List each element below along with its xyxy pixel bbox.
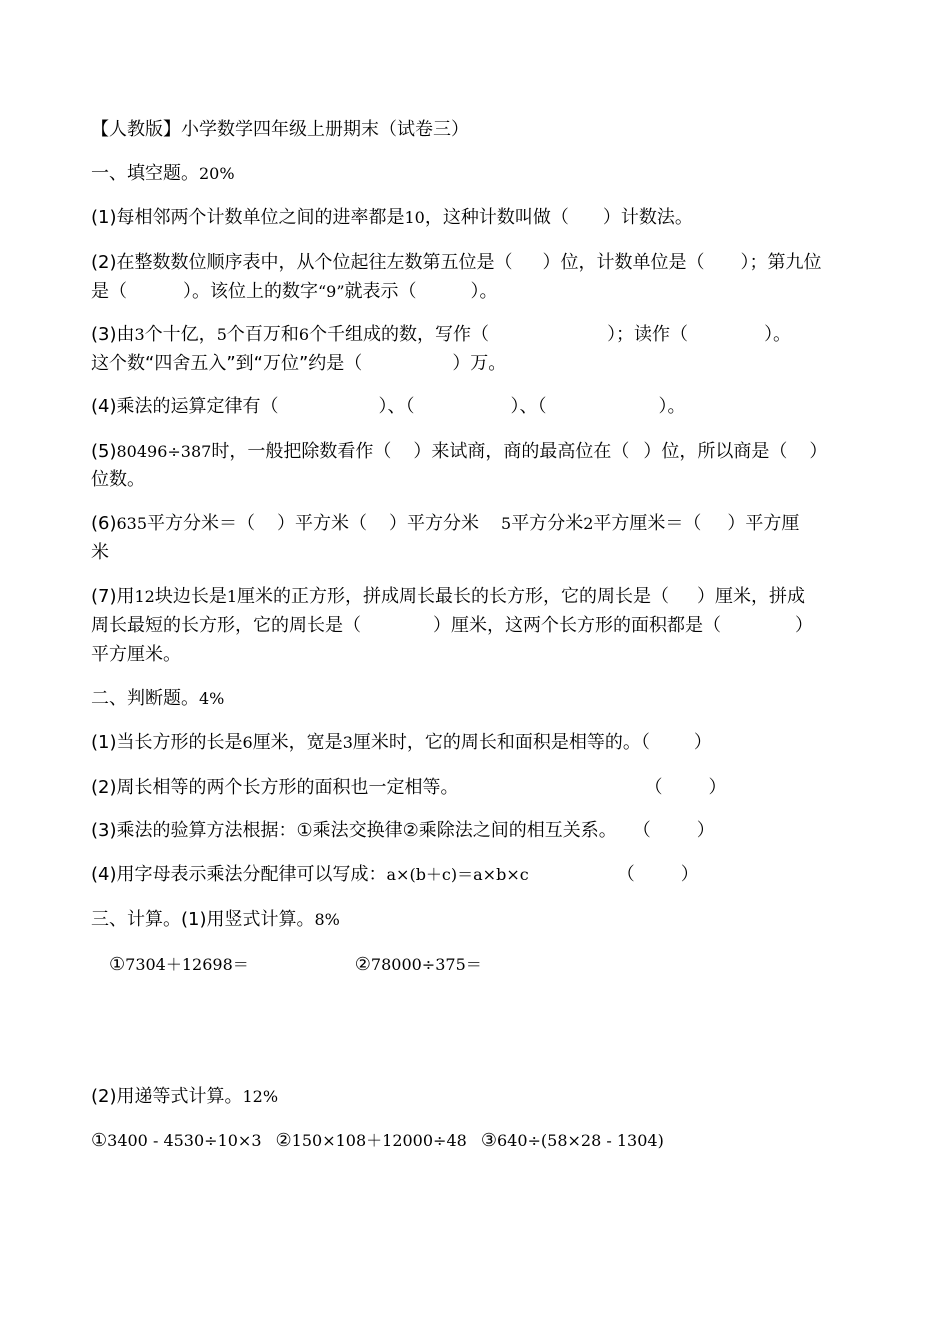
calc-d1-expression: 3400 - 4530÷10×3 [107,1131,262,1150]
q1-2-text-d: 是（ [91,281,127,302]
q2-1-text-b: 厘米，宽是 [252,732,343,753]
q1-7-text-g: ） [795,615,813,636]
q1-5-text-e: ） [809,441,828,462]
calc-1-expression: 7304＋12698＝ [125,955,249,974]
q1-6-text-a: (6) [91,513,117,534]
section2-heading-text: 二、判断题。 [91,688,199,709]
q1-7-text-e: 周长最短的长方形，它的周长是（ [91,615,361,636]
question-1-7-line2 [91,611,861,640]
q1-6-n3: 2 [583,514,594,533]
q1-7-n1: 12 [134,587,155,606]
calc-d3-marker: ③ [480,1130,497,1151]
q2-3-paren-open: （ [632,820,651,841]
section1-heading-text: 一、填空题。 [91,163,199,184]
question-1-7-line1 [91,582,861,611]
calc-d3-expression: 640÷(58×28 - 1304) [496,1131,664,1150]
q1-2-text-a: (2)在整数数位顺序表中，从个位起往左数第五位是（ [91,252,513,273]
section2-heading [91,684,861,713]
q2-3-text-a: (3)乘法的验算方法根据：①乘法交换律②乘除法之间的相互关系。 [91,820,617,841]
question-1-6-line1 [91,509,861,538]
q1-6-text-g: ）平方厘 [727,513,800,534]
q1-2-text-g: ）。 [470,281,498,302]
calc-row-2 [91,1126,861,1155]
calc-2-marker: ② [354,954,371,975]
question-1-3-line1 [91,320,861,349]
question-1-4 [91,392,861,421]
q1-6-text-d: ）平方分米 [389,513,480,534]
q1-4-text-a: (4)乘法的运算定律有（ [91,396,279,417]
calc-row-1 [109,950,879,979]
q1-7-text-d: ）厘米，拼成 [697,586,806,607]
q1-3-text-f: ）。 [764,324,792,345]
q2-4-paren-close: ） [680,864,699,885]
question-2-4 [91,860,861,889]
q1-5-text-c: ）来试商，商的最高位在（ [413,441,630,462]
q1-2-text-f: 就表示（ [344,281,417,302]
section3-sub2-heading [91,1082,861,1111]
sub2-score: 12% [242,1087,279,1106]
q1-3-text-h: ）万。 [452,353,507,374]
q1-7-text-f: ）厘米，这两个长方形的面积都是（ [433,615,721,636]
q1-1-text-a: (1)每相邻两个计数单位之间的进率都是 [91,207,405,228]
section2-score: 4% [199,689,225,708]
question-1-5-line2: 位数。 [91,469,145,490]
q1-5-expression: 80496÷387 [116,442,212,461]
question-2-1 [91,728,861,757]
q1-2-text-e: ）。该位上的数字 [183,281,318,302]
q1-6-n2: 5 [501,514,512,533]
question-2-3 [91,816,861,845]
q1-1-text-c: ）计数法。 [602,207,693,228]
q1-6-text-b: 平方分米＝（ [147,513,256,534]
q1-6-text-c: ）平方米（ [277,513,368,534]
calc-d2-marker: ② [275,1130,292,1151]
q1-7-text-b: 块边长是 [154,586,227,607]
q1-1-number: 10 [404,208,425,227]
q1-3-text-a: (3)由 [91,324,135,345]
q1-3-n2: 5 [216,325,227,344]
calc-d1-marker: ① [91,1130,108,1151]
q1-6-text-e: 平方分米 [511,513,584,534]
q1-1-text-b: ，这种计数叫做（ [424,207,569,228]
q2-2-text-a: (2)周长相等的两个长方形的面积也一定相等。 [91,777,459,798]
q2-4-paren-open: （ [616,864,635,885]
section1-heading [91,159,861,188]
q1-4-text-b: ）、（ [378,396,415,417]
question-1-6-line2: 米 [91,542,109,563]
calc-2-expression: 78000÷375＝ [370,955,482,974]
question-1-7-line3: 平方厘米。 [91,644,181,665]
q1-2-text-b: ）位，计数单位是（ [542,252,705,273]
q2-1-n2: 3 [342,733,353,752]
q1-7-text-a: (7)用 [91,586,135,607]
question-1-3-line2 [91,349,861,378]
sub2-heading-text: (2)用递等式计算。 [91,1086,243,1107]
q1-5-text-a: (5) [91,441,117,462]
section1-score: 20% [199,164,235,183]
q1-3-text-c: 个百万和 [226,324,299,345]
calc-1-marker: ① [109,954,126,975]
q1-3-n1: 3 [134,325,145,344]
question-1-5-line1 [91,437,861,466]
question-1-2-line2 [91,277,861,306]
q2-1-text-c: 厘米时，它的周长和面积是相等的。（ [352,732,650,753]
q1-6-text-f: 平方厘米＝（ [593,513,702,534]
q2-3-paren-close: ） [696,820,715,841]
question-2-2 [91,773,861,802]
section3-heading-text: 三、计算。(1)用竖式计算。 [91,909,315,930]
q1-3-text-b: 个十亿， [144,324,217,345]
q1-3-text-g: 这个数“四舍五入”到“万位”约是（ [91,353,363,374]
q2-1-text-a: (1)当长方形的长是 [91,732,243,753]
q1-5-text-b: 时，一般把除数看作（ [211,441,392,462]
calc-d2-expression: 150×108＋12000÷48 [291,1131,467,1150]
q1-3-text-d: 个千组成的数，写作（ [309,324,490,345]
q1-3-text-e: ）；读作（ [607,324,689,345]
q1-4-text-d: ）。 [658,396,686,417]
q1-3-n3: 6 [298,325,310,344]
q2-1-text-d: ） [693,732,712,753]
question-1-1 [91,203,861,232]
q1-2-text-c: ）；第九位 [740,252,822,273]
q2-4-text-a: (4)用字母表示乘法分配律可以写成： [91,864,387,885]
q1-5-text-d: ）位，所以商是（ [643,441,788,462]
q1-4-text-c: ）、（ [510,396,547,417]
q2-2-paren-close: ） [708,777,727,798]
q1-7-n2: 1 [226,587,238,606]
q2-4-expression: a×(b＋c)＝a×b×c [386,865,529,884]
q1-7-text-c: 厘米的正方形，拼成周长最长的长方形，它的周长是（ [237,586,670,607]
q2-1-n1: 6 [242,733,253,752]
q1-6-n1: 635 [116,514,148,533]
exam-title: 【人教版】小学数学四年级上册期末（试卷三） [91,119,469,140]
q2-2-paren-open: （ [644,777,663,798]
q1-2-digit: “9” [318,282,345,301]
question-1-2-line1 [91,248,861,277]
section3-score: 8% [314,910,340,929]
section3-heading [91,905,861,934]
